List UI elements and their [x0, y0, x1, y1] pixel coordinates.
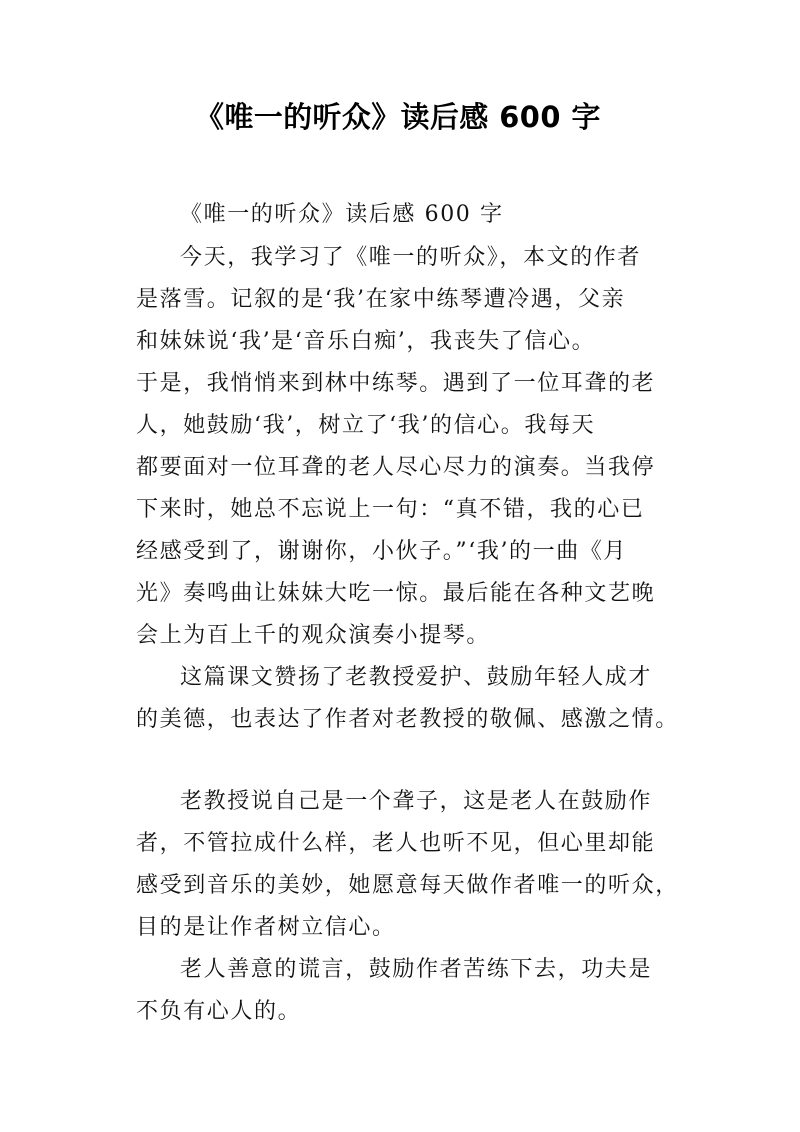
- paragraph-1-line-7: 下来时，她总不忘说上一句：“真不错，我的心已: [136, 497, 645, 522]
- paragraph-1-line-1: 今天，我学习了《唯一的听众》，本文的作者: [180, 245, 642, 270]
- paragraph-1-line-2: 是落雪。记叙的是‘我’在家中练琴遭冷遇，父亲: [136, 287, 626, 312]
- text-line-subtitle: 《唯一的听众》读后感 600 字: [180, 202, 504, 227]
- paragraph-3-line-1: 老教授说自己是一个聋子，这是老人在鼓励作: [180, 789, 653, 814]
- paragraph-2-line-2: 的美德，也表达了作者对老教授的敬佩、感激之情。: [136, 707, 679, 732]
- paragraph-3-line-2: 者，不管拉成什么样，老人也听不见，但心里却能: [136, 831, 656, 856]
- document-title: 《唯一的听众》读后感 600 字: [195, 100, 601, 134]
- paragraph-1-line-6: 都要面对一位耳聋的老人尽心尽力的演奏。当我停: [136, 455, 656, 480]
- paragraph-1-line-10: 会上为百上千的观众演奏小提琴。: [136, 623, 491, 648]
- paragraph-1-line-9: 光》奏鸣曲让妹妹大吃一惊。最后能在各种文艺晚: [136, 581, 656, 606]
- paragraph-1-line-8: 经感受到了，谢谢你，小伙子。”‘我’的一曲《月: [136, 539, 628, 564]
- paragraph-1-line-4: 于是，我悄悄来到林中练琴。遇到了一位耳聋的老: [136, 371, 656, 396]
- paragraph-4-line-1: 老人善意的谎言，鼓励作者苦练下去，功夫是: [180, 957, 653, 982]
- paragraph-2-line-1: 这篇课文赞扬了老教授爱护、鼓励年轻人成才: [180, 665, 653, 690]
- paragraph-3-line-4: 目的是让作者树立信心。: [136, 915, 396, 940]
- paragraph-3-line-3: 感受到音乐的美妙，她愿意每天做作者唯一的听众，: [136, 873, 679, 898]
- paragraph-1-line-5: 人，她鼓励‘我’，树立了‘我’的信心。我每天: [136, 413, 596, 438]
- paragraph-4-line-2: 不负有心人的。: [136, 999, 302, 1024]
- paragraph-1-line-3: 和妹妹说‘我’是‘音乐白痴’，我丧失了信心。: [136, 329, 596, 354]
